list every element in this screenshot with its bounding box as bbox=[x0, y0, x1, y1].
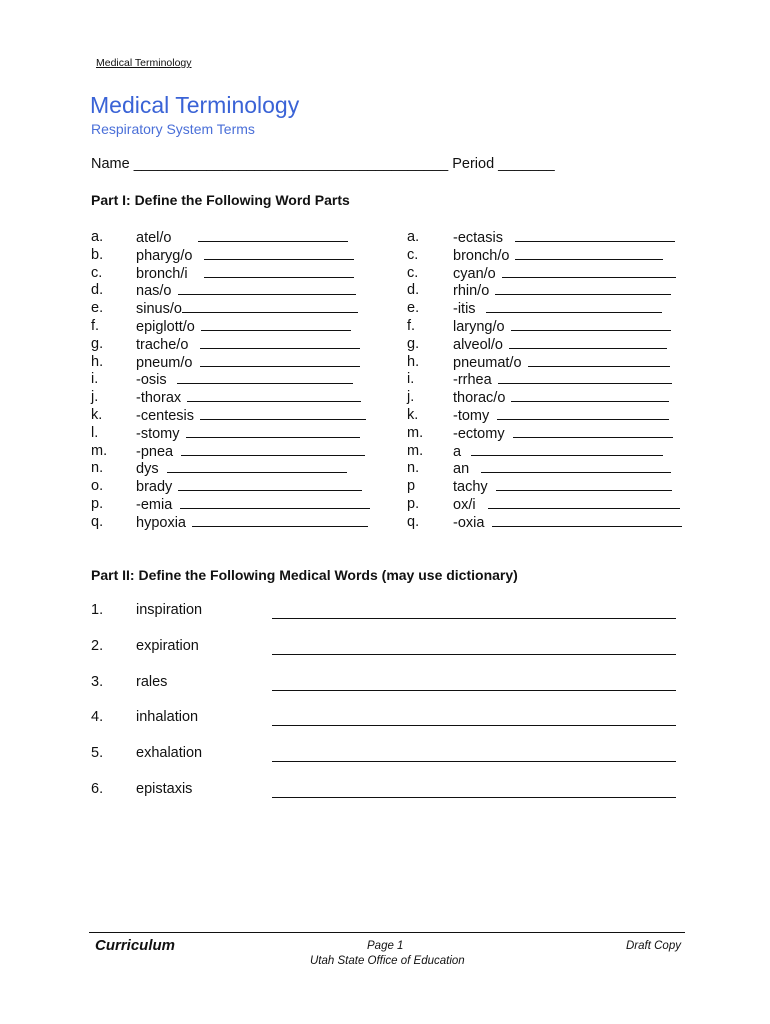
item-letter: g. bbox=[407, 335, 420, 352]
item-letter: p. bbox=[91, 495, 104, 512]
answer-blank[interactable] bbox=[198, 229, 348, 242]
list-item bbox=[91, 443, 381, 461]
item-letter: i. bbox=[407, 371, 415, 388]
item-word: inspiration bbox=[136, 602, 203, 618]
item-letter: o. bbox=[91, 478, 104, 495]
footer-page-number: Page 1 bbox=[367, 940, 404, 952]
item-number: 6. bbox=[91, 781, 104, 797]
list-item bbox=[407, 478, 687, 496]
item-letter: c. bbox=[407, 246, 419, 263]
item-letter: n. bbox=[407, 460, 420, 477]
item-term: an bbox=[453, 461, 470, 478]
answer-line[interactable] bbox=[272, 618, 676, 619]
item-term: bronch/o bbox=[453, 247, 510, 264]
list-item bbox=[407, 265, 687, 283]
list-item bbox=[407, 318, 687, 336]
item-term: nas/o bbox=[136, 283, 172, 300]
item-term: -pnea bbox=[136, 443, 174, 460]
item-word: exhalation bbox=[136, 745, 203, 761]
list-item bbox=[407, 425, 687, 443]
item-term: a bbox=[453, 443, 462, 460]
item-word: epistaxis bbox=[136, 781, 193, 797]
item-letter: f. bbox=[91, 317, 100, 334]
answer-blank[interactable] bbox=[502, 265, 676, 278]
item-letter: h. bbox=[91, 353, 104, 370]
item-letter: p bbox=[407, 478, 416, 495]
header-link[interactable]: Medical Terminology bbox=[96, 57, 192, 69]
answer-blank[interactable] bbox=[509, 336, 667, 349]
answer-blank[interactable] bbox=[488, 496, 680, 509]
answer-blank[interactable] bbox=[177, 371, 353, 384]
list-item bbox=[91, 247, 381, 265]
item-term: cyan/o bbox=[453, 265, 496, 282]
item-term: -stomy bbox=[136, 425, 180, 442]
list-item bbox=[91, 674, 681, 694]
answer-blank[interactable] bbox=[167, 460, 347, 473]
item-term: -osis bbox=[136, 372, 167, 389]
item-term: -ectasis bbox=[453, 230, 503, 246]
item-word: rales bbox=[136, 674, 168, 690]
part1-heading: Part I: Define the Following Word Parts bbox=[91, 192, 350, 208]
list-item bbox=[407, 407, 687, 425]
list-item bbox=[407, 336, 687, 354]
part2-heading: Part II: Define the Following Medical Words (may use dictionary) bbox=[91, 567, 518, 583]
answer-blank[interactable] bbox=[200, 336, 360, 349]
item-term: pneum/o bbox=[136, 354, 193, 371]
item-term: pneumat/o bbox=[453, 354, 522, 371]
item-term: -itis bbox=[453, 301, 476, 318]
item-letter: j. bbox=[407, 389, 415, 406]
answer-blank[interactable] bbox=[496, 478, 672, 491]
item-number: 1. bbox=[91, 602, 104, 618]
answer-blank[interactable] bbox=[178, 478, 362, 491]
answer-blank[interactable] bbox=[515, 247, 663, 260]
list-item bbox=[407, 371, 687, 389]
answer-blank[interactable] bbox=[204, 247, 354, 260]
list-item bbox=[407, 443, 687, 461]
list-item bbox=[407, 247, 687, 265]
item-letter: q. bbox=[407, 513, 420, 530]
answer-line[interactable] bbox=[272, 654, 676, 655]
footer-organization: Utah State Office of Education bbox=[310, 955, 465, 967]
list-item bbox=[91, 638, 681, 658]
answer-blank[interactable] bbox=[178, 282, 356, 295]
item-number: 5. bbox=[91, 745, 104, 761]
answer-blank[interactable] bbox=[495, 282, 671, 295]
item-term: sinus/o bbox=[136, 301, 182, 318]
item-term: rhin/o bbox=[453, 283, 490, 300]
footer-curriculum: Curriculum bbox=[95, 937, 176, 954]
answer-blank[interactable] bbox=[492, 514, 682, 527]
list-item bbox=[91, 300, 381, 318]
item-term: -tomy bbox=[453, 407, 490, 424]
item-term: -emia bbox=[136, 496, 173, 513]
item-term: alveol/o bbox=[453, 336, 503, 353]
item-word: inhalation bbox=[136, 709, 199, 725]
answer-blank[interactable] bbox=[181, 443, 365, 456]
answer-line[interactable] bbox=[272, 797, 676, 798]
answer-line[interactable] bbox=[272, 690, 676, 691]
item-letter: a. bbox=[91, 229, 104, 245]
item-letter: m. bbox=[407, 424, 424, 441]
item-number: 3. bbox=[91, 674, 104, 690]
list-item bbox=[91, 407, 381, 425]
page-title: Medical Terminology bbox=[90, 92, 300, 118]
list-item bbox=[91, 781, 681, 801]
answer-blank[interactable] bbox=[515, 229, 675, 242]
item-letter: b. bbox=[91, 246, 104, 263]
item-number: 4. bbox=[91, 709, 104, 725]
answer-blank[interactable] bbox=[511, 389, 669, 402]
item-term: laryng/o bbox=[453, 318, 505, 335]
item-term: -thorax bbox=[136, 390, 182, 407]
footer-divider bbox=[89, 932, 685, 933]
item-term: ox/i bbox=[453, 496, 476, 513]
list-item bbox=[407, 514, 687, 532]
list-item bbox=[91, 282, 381, 300]
list-item bbox=[91, 371, 381, 389]
item-letter: m. bbox=[407, 442, 424, 459]
answer-blank[interactable] bbox=[486, 300, 662, 313]
list-item bbox=[91, 514, 381, 532]
answer-blank[interactable] bbox=[187, 389, 361, 402]
list-item bbox=[91, 389, 381, 407]
list-item bbox=[407, 282, 687, 300]
answer-blank[interactable] bbox=[528, 354, 670, 367]
item-letter: m. bbox=[91, 442, 108, 459]
item-term: tachy bbox=[453, 479, 488, 496]
answer-blank[interactable] bbox=[201, 318, 351, 331]
list-item bbox=[407, 354, 687, 372]
item-letter: n. bbox=[91, 460, 104, 477]
page-subtitle: Respiratory System Terms bbox=[91, 121, 255, 137]
answer-blank[interactable] bbox=[180, 496, 370, 509]
item-letter: j. bbox=[91, 389, 99, 406]
item-term: hypoxia bbox=[136, 514, 186, 531]
answer-blank[interactable] bbox=[481, 460, 671, 473]
list-item bbox=[91, 229, 381, 247]
item-letter: e. bbox=[91, 300, 104, 317]
answer-blank[interactable] bbox=[200, 354, 360, 367]
item-letter: k. bbox=[407, 406, 419, 423]
item-letter: i. bbox=[91, 371, 99, 388]
list-item bbox=[91, 460, 381, 478]
list-item bbox=[407, 389, 687, 407]
answer-line[interactable] bbox=[272, 761, 676, 762]
list-item bbox=[91, 318, 381, 336]
item-letter: d. bbox=[91, 282, 104, 299]
item-term: thorac/o bbox=[453, 390, 506, 407]
answer-blank[interactable] bbox=[182, 300, 358, 313]
item-term: -centesis bbox=[136, 407, 195, 424]
item-term: -rrhea bbox=[453, 372, 492, 389]
item-number: 2. bbox=[91, 638, 104, 654]
list-item bbox=[91, 496, 381, 514]
list-item bbox=[91, 265, 381, 283]
list-item bbox=[407, 496, 687, 514]
item-letter: e. bbox=[407, 300, 420, 317]
item-letter: c. bbox=[407, 264, 419, 281]
item-term: epiglott/o bbox=[136, 318, 195, 335]
item-term: bronch/i bbox=[136, 265, 188, 282]
item-letter: h. bbox=[407, 353, 420, 370]
item-term: atel/o bbox=[136, 230, 172, 246]
item-term: -ectomy bbox=[453, 425, 505, 442]
item-term: dys bbox=[136, 461, 159, 478]
name-period-line: Name _______________________________________ Period _______ bbox=[91, 156, 555, 172]
part1-left-column bbox=[91, 229, 381, 532]
item-letter: a. bbox=[407, 229, 420, 245]
footer-draft-label: Draft Copy bbox=[626, 940, 681, 952]
item-term: trache/o bbox=[136, 336, 189, 353]
item-term: brady bbox=[136, 479, 173, 496]
answer-blank[interactable] bbox=[471, 443, 663, 456]
list-item bbox=[91, 354, 381, 372]
answer-blank[interactable] bbox=[497, 407, 669, 420]
part1-right-column bbox=[407, 229, 687, 532]
list-item bbox=[91, 425, 381, 443]
list-item bbox=[91, 336, 381, 354]
item-letter: p. bbox=[407, 495, 420, 512]
item-letter: d. bbox=[407, 282, 420, 299]
answer-blank[interactable] bbox=[511, 318, 671, 331]
list-item bbox=[91, 602, 681, 622]
item-term: pharyg/o bbox=[136, 247, 193, 264]
answer-blank[interactable] bbox=[498, 371, 672, 384]
item-letter: g. bbox=[91, 335, 104, 352]
answer-line[interactable] bbox=[272, 725, 676, 726]
list-item bbox=[407, 229, 687, 247]
answer-blank[interactable] bbox=[200, 407, 366, 420]
answer-blank[interactable] bbox=[513, 425, 673, 438]
list-item bbox=[91, 709, 681, 729]
item-letter: k. bbox=[91, 406, 103, 423]
list-item bbox=[407, 300, 687, 318]
list-item bbox=[407, 460, 687, 478]
answer-blank[interactable] bbox=[192, 514, 368, 527]
item-term: -oxia bbox=[453, 514, 485, 531]
answer-blank[interactable] bbox=[186, 425, 360, 438]
item-letter: l. bbox=[91, 424, 99, 441]
answer-blank[interactable] bbox=[204, 265, 354, 278]
item-letter: c. bbox=[91, 264, 103, 281]
list-item bbox=[91, 745, 681, 765]
item-word: expiration bbox=[136, 638, 199, 654]
list-item bbox=[91, 478, 381, 496]
item-letter: f. bbox=[407, 317, 416, 334]
item-letter: q. bbox=[91, 513, 104, 530]
